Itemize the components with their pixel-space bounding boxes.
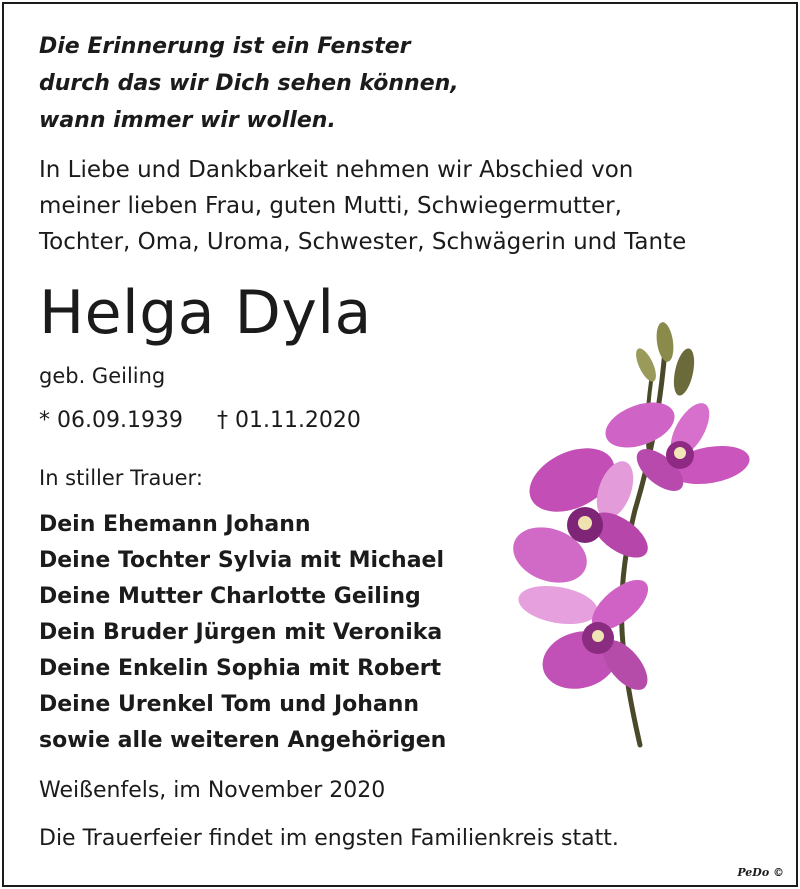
- memorial-quote: [39, 28, 459, 139]
- deceased-name: Helga Dyla: [39, 278, 372, 348]
- ceremony-note: Die Trauerfeier findet im engsten Familienkreis statt.: [39, 826, 619, 851]
- mourners-list: [39, 507, 446, 759]
- intro-line: meiner lieben Frau, guten Mutti, Schwiegermutter,: [39, 193, 622, 219]
- mourner-line: Deine Tochter Sylvia mit Michael: [39, 548, 445, 573]
- maiden-name: geb. Geiling: [39, 364, 166, 388]
- mourner-line: sowie alle weiteren Angehörigen: [39, 728, 447, 753]
- mourner-line: Deine Enkelin Sophia mit Robert: [39, 656, 442, 681]
- place-date: Weißenfels, im November 2020: [39, 778, 386, 803]
- mourner-line: Dein Bruder Jürgen mit Veronika: [39, 620, 443, 645]
- life-dates: [39, 408, 361, 433]
- orchid-flower: [515, 571, 656, 698]
- mourner-line: Dein Ehemann Johann: [39, 512, 311, 537]
- mourner-line: Deine Mutter Charlotte Geiling: [39, 584, 421, 609]
- quote-line: Die Erinnerung ist ein Fenster: [39, 34, 411, 59]
- orchid-image: [500, 320, 760, 750]
- mourners-title: In stiller Trauer:: [39, 466, 203, 490]
- quote-line: durch das wir Dich sehen können,: [39, 71, 459, 96]
- intro-line: In Liebe und Dankbarkeit nehmen wir Abschied von: [39, 157, 634, 183]
- farewell-intro: [39, 152, 686, 260]
- death-date: † 01.11.2020: [216, 408, 361, 433]
- quote-line: wann immer wir wollen.: [39, 108, 336, 133]
- intro-line: Tochter, Oma, Uroma, Schwester, Schwägerin und Tante: [39, 229, 687, 255]
- designer-credit: PeDo ©: [737, 866, 784, 879]
- mourner-line: Deine Urenkel Tom und Johann: [39, 692, 420, 717]
- birth-date: * 06.09.1939: [39, 408, 183, 433]
